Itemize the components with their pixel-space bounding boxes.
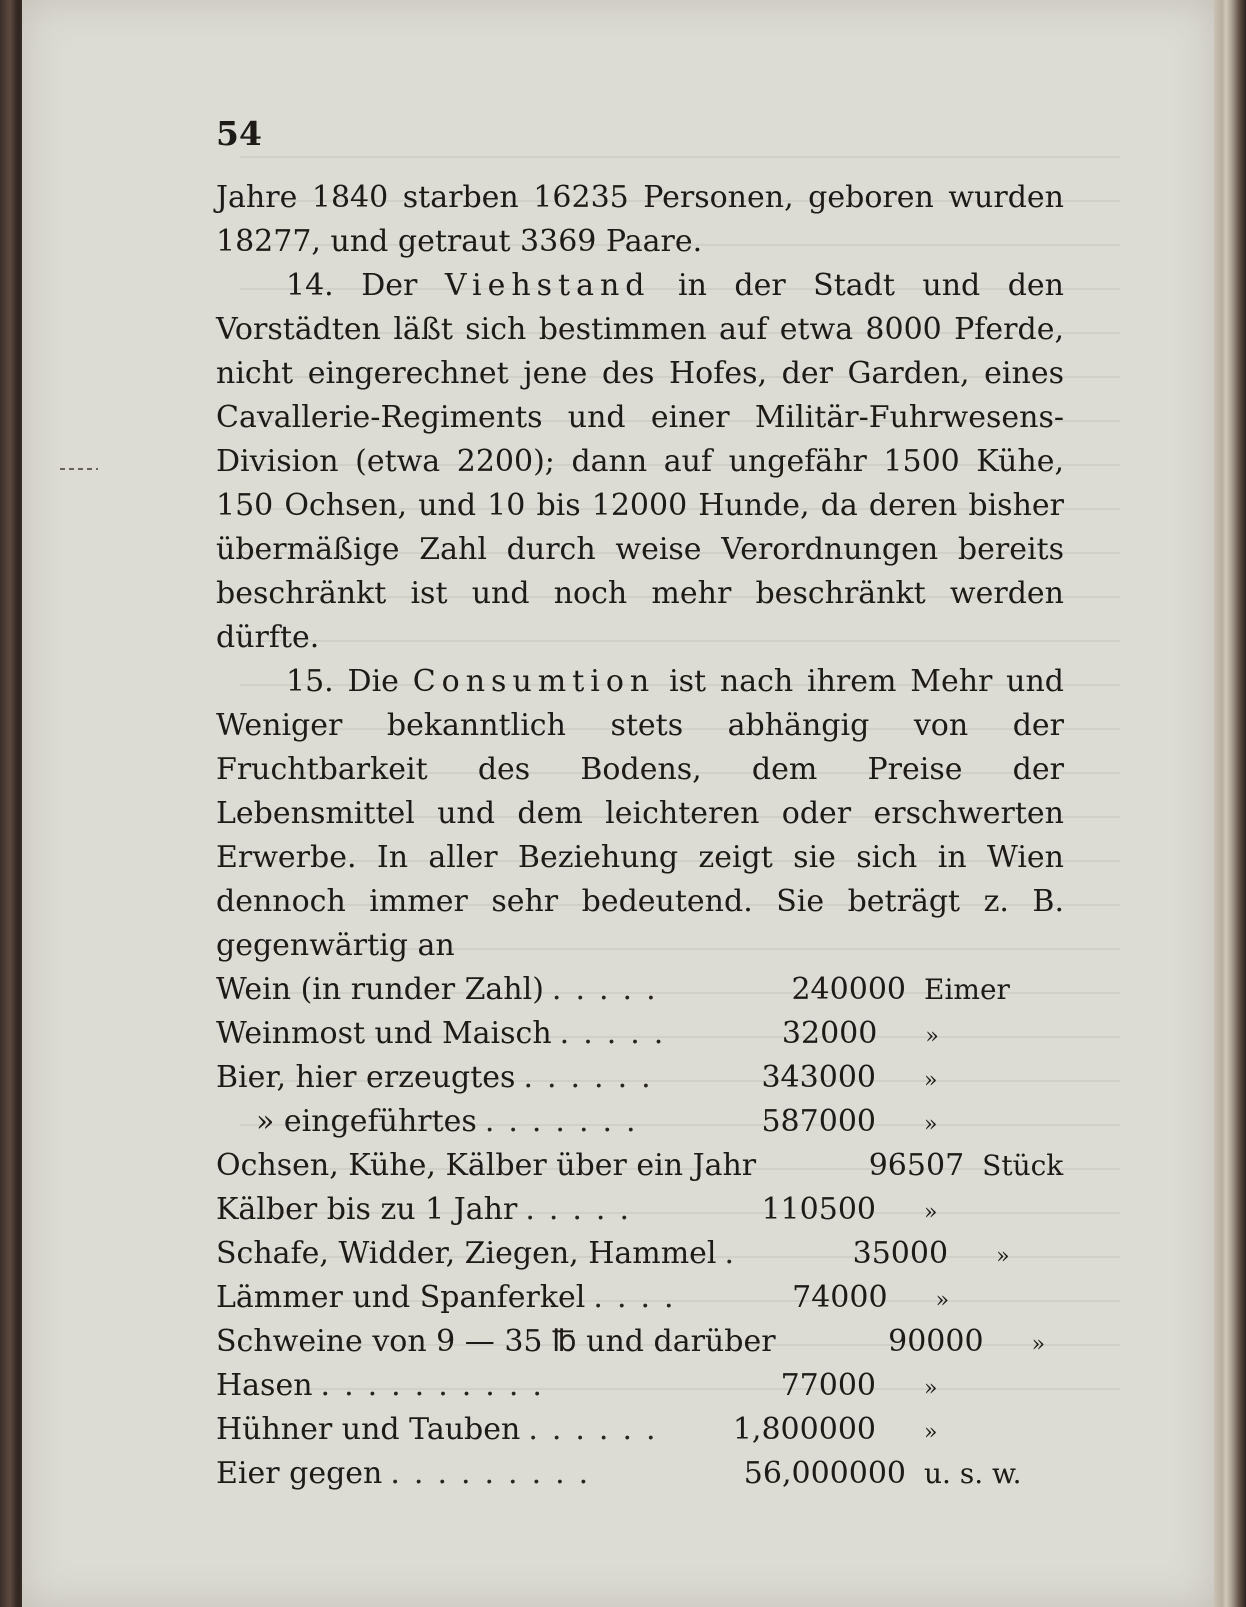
row-value: 74000	[792, 1280, 888, 1315]
paragraph-body: ist nach ihrem Mehr und Weniger bekanntlich stets abhängig von der Fruchtbarkeit des Bodens, dem Preise der Lebensmittel und dem leichteren oder erschwerten Erwerbe. In aller Beziehung zeigt sie sich in Wien dennoch immer sehr bedeutend. Sie beträgt z. B. gegenwärtig an	[216, 664, 1065, 963]
paragraph-population: Jahre 1840 starben 16235 Personen, geboren wurden 18277, und getraut 3369 Paare.	[216, 180, 1064, 259]
paragraph-consumption	[216, 660, 1064, 968]
row-label: Wein (in runder Zahl)	[216, 972, 544, 1007]
row-unit: »	[924, 1376, 938, 1401]
row-label: Hühner und Tauben	[216, 1412, 521, 1447]
leader-dots: ......	[528, 1412, 670, 1447]
row-label: Eier gegen	[216, 1456, 383, 1491]
row-unit: »	[924, 1112, 938, 1137]
row-label: Lämmer und Spanferkel	[216, 1280, 586, 1315]
table-row	[216, 1232, 1064, 1276]
section-number: 15.	[286, 664, 334, 699]
table-row	[216, 1056, 1064, 1100]
table-row	[216, 1276, 1064, 1320]
table-row	[216, 1144, 1064, 1188]
row-unit: »	[1031, 1332, 1046, 1357]
table-row	[216, 1188, 1064, 1232]
row-unit: Eimer	[924, 973, 1010, 1006]
row-value: 56,000000	[743, 1456, 906, 1491]
row-value: 1,800000	[732, 1412, 876, 1447]
row-unit: »	[924, 1068, 938, 1093]
row-unit: »	[924, 1420, 938, 1445]
table-row	[216, 1452, 1064, 1496]
row-unit: »	[996, 1244, 1010, 1269]
leader-dots: .....	[559, 1016, 678, 1051]
row-unit: »	[935, 1288, 950, 1313]
leader-dots: .........	[390, 1456, 603, 1491]
row-value: 110500	[761, 1192, 876, 1227]
paragraph-lead-word: Der	[361, 268, 418, 303]
paragraph-lead-word: Die	[347, 664, 399, 699]
table-row	[216, 1408, 1064, 1452]
row-value: 587000	[761, 1104, 876, 1139]
row-label: Bier, hier erzeugtes	[216, 1060, 516, 1095]
table-row	[216, 1100, 1064, 1144]
leader-dots: .....	[551, 972, 670, 1007]
row-unit: »	[924, 1200, 938, 1225]
row-unit: »	[925, 1024, 939, 1049]
table-row	[216, 1364, 1064, 1408]
consumption-table	[216, 968, 1064, 1496]
row-unit: Stück	[982, 1149, 1064, 1182]
table-row	[216, 1320, 1064, 1364]
section-number: 14.	[286, 268, 334, 303]
emphasized-term: Consumtion	[412, 664, 656, 699]
row-value: 240000	[791, 972, 906, 1007]
row-unit: u. s. w.	[924, 1457, 1022, 1490]
row-label: Kälber bis zu 1 Jahr	[216, 1192, 518, 1227]
paragraph-body: in der Stadt und den Vorstädten läßt sich bestimmen auf etwa 8000 Pferde, nicht eingerechnet jene des Hofes, der Garden, eines Cavallerie-Regiments und einer Militär-Fuhrwesens-Division (etwa 2200); dann auf ungefähr 1500 Kühe, 150 Ochsen, und 10 bis 12000 Hunde, da deren bisher übermäßige Zahl durch weise Verordnungen bereits beschränkt ist und noch mehr beschränkt werden dürfte.	[216, 268, 1064, 655]
row-label: Ochsen, Kühe, Kälber über ein Jahr	[216, 1148, 757, 1183]
row-label: Weinmost und Maisch	[216, 1016, 552, 1051]
row-label: Schweine von 9 — 35 ℔ und darüber	[216, 1324, 776, 1359]
leader-dots: .....	[525, 1192, 644, 1227]
row-label: Hasen	[216, 1368, 313, 1403]
page-number: 54	[216, 114, 262, 153]
row-label: » eingeführtes	[256, 1104, 477, 1139]
emphasized-term: Viehstand	[444, 268, 651, 303]
table-row	[216, 1012, 1064, 1056]
margin-pencil-mark	[60, 468, 98, 470]
page-content	[216, 112, 1064, 1496]
page-edge	[1214, 0, 1246, 1607]
row-value: 32000	[781, 1016, 878, 1051]
leader-dots: ......	[523, 1060, 665, 1095]
row-value: 96507	[868, 1148, 965, 1183]
paragraph-livestock	[216, 264, 1064, 660]
leader-dots: .	[724, 1236, 749, 1271]
row-value: 343000	[761, 1060, 876, 1095]
row-label: Schafe, Widder, Ziegen, Hammel	[216, 1236, 717, 1271]
row-value: 90000	[888, 1324, 984, 1359]
row-value: 35000	[852, 1236, 949, 1271]
leader-dots: .......	[484, 1104, 650, 1139]
table-row	[216, 968, 1064, 1012]
row-value: 77000	[780, 1368, 876, 1403]
leader-dots: ..........	[320, 1368, 556, 1403]
leader-dots: ....	[593, 1280, 688, 1315]
